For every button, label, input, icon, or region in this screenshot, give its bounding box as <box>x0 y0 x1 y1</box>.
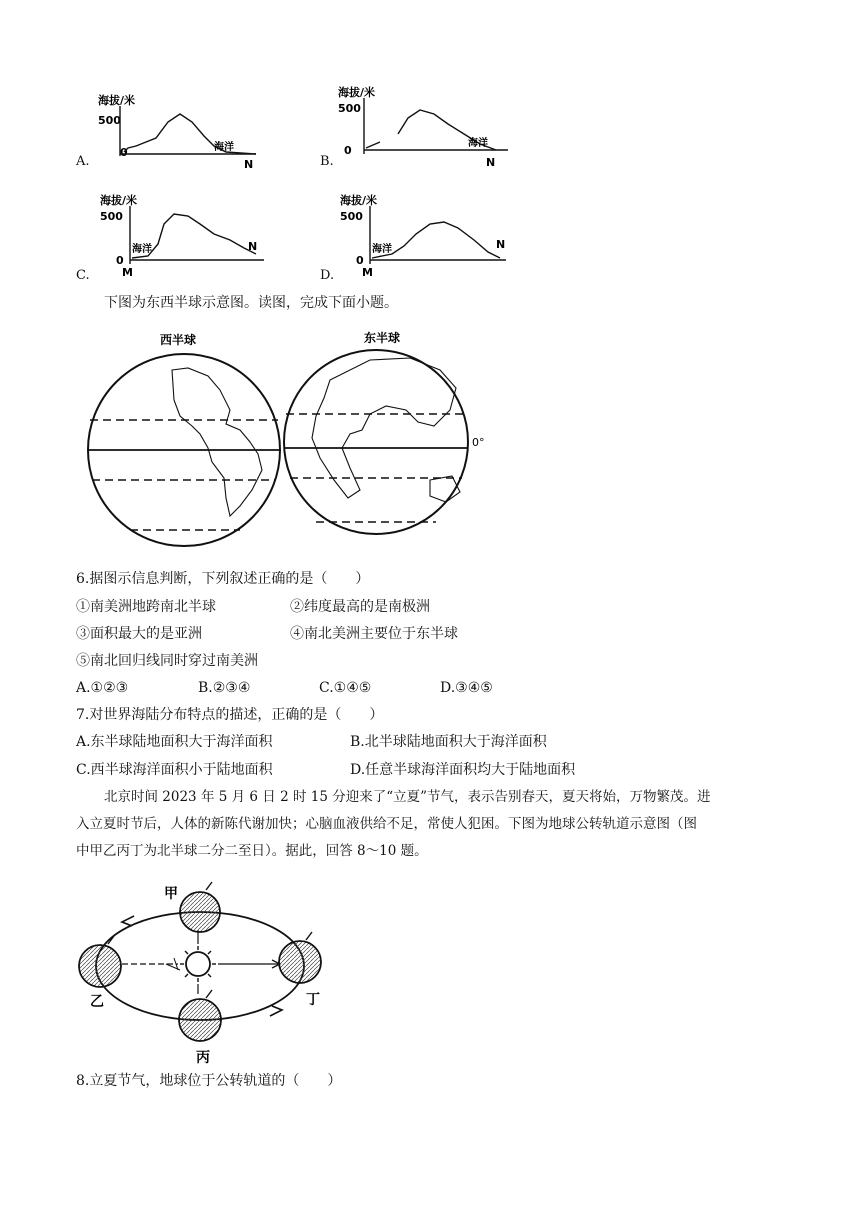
label-bing: 丙 <box>196 1050 210 1066</box>
earth-ding-icon <box>279 941 321 983</box>
ocean-label: 海洋 <box>468 138 488 149</box>
end-label-n: N <box>486 156 496 169</box>
elevation-profile-a <box>96 76 266 171</box>
q7-option-d[interactable]: D.任意半球海洋面积均大于陆地面积 <box>350 762 576 778</box>
elevation-profile-b <box>336 76 516 171</box>
sun-icon <box>180 946 216 982</box>
earth-yi-icon <box>79 945 121 987</box>
tick-500: 500 <box>338 102 361 115</box>
orbit-diagram <box>74 870 334 1070</box>
tick-0: 0 <box>356 254 364 267</box>
tick-0: 0 <box>120 146 128 159</box>
option-letter: A. <box>76 154 90 169</box>
earth-bing-icon <box>179 999 221 1041</box>
west-hemisphere-label: 西半球 <box>160 333 197 347</box>
east-hemisphere-circle <box>284 350 468 534</box>
equator-label: 0° <box>472 436 485 449</box>
ocean-label: 海洋 <box>372 244 392 255</box>
ocean-label: 海洋 <box>132 244 152 255</box>
earth-jia-icon <box>180 892 220 932</box>
q6-statement-4: ④南北美洲主要位于东半球 <box>290 626 458 642</box>
start-label-m: M <box>362 266 373 279</box>
end-label-n: N <box>248 240 258 253</box>
end-label-n: N <box>244 158 254 171</box>
q6-statement-2: ②纬度最高的是南极洲 <box>290 599 430 615</box>
elevation-profile-c <box>96 188 276 283</box>
option-letter: C. <box>76 268 90 283</box>
tick-0: 0 <box>344 144 352 157</box>
option-d[interactable] <box>320 188 520 288</box>
tick-500: 500 <box>100 210 123 223</box>
q7-stem: 7.对世界海陆分布特点的描述，正确的是（ ） <box>76 707 384 723</box>
orbit-arrow <box>270 1006 282 1016</box>
option-letter: D. <box>320 268 335 283</box>
tick-500: 500 <box>98 114 121 127</box>
q6-option-b[interactable]: B.②③④ <box>198 680 251 696</box>
q6-option-d[interactable]: D.③④⑤ <box>440 680 493 696</box>
intro-lixia-line1: 北京时间 2023 年 5 月 6 日 2 时 15 分迎来了“立夏”节气，表示告别春天，夏天将始，万物繁茂。进 <box>104 789 711 805</box>
q6-option-c[interactable]: C.①④⑤ <box>319 680 372 696</box>
q6-statement-1: ①南美洲地跨南北半球 <box>76 599 216 615</box>
q7-option-c[interactable]: C.西半球海洋面积小于陆地面积 <box>76 762 273 778</box>
tick-0: 0 <box>116 254 124 267</box>
y-axis-label: 海拔/米 <box>340 194 378 207</box>
q8-stem: 8.立夏节气，地球位于公转轨道的（ ） <box>76 1073 342 1089</box>
hemisphere-map <box>80 330 500 552</box>
option-a[interactable] <box>76 76 316 176</box>
q7-option-b[interactable]: B.北半球陆地面积大于海洋面积 <box>350 734 547 750</box>
east-hemisphere-label: 东半球 <box>364 331 401 345</box>
y-axis-label: 海拔/米 <box>100 194 138 207</box>
label-ding: 丁 <box>306 992 320 1008</box>
q7-option-a[interactable]: A.东半球陆地面积大于海洋面积 <box>76 734 273 750</box>
option-b[interactable] <box>320 76 520 176</box>
label-yi: 乙 <box>90 994 104 1010</box>
q6-option-a[interactable]: A.①②③ <box>76 680 129 696</box>
y-axis-label: 海拔/米 <box>338 86 376 99</box>
ocean-label: 海洋 <box>214 142 234 153</box>
option-c[interactable] <box>76 188 276 288</box>
elevation-profile-d <box>336 188 516 283</box>
intro-hemisphere: 下图为东西半球示意图。读图，完成下面小题。 <box>104 295 398 311</box>
label-jia: 甲 <box>164 886 178 902</box>
q6-statement-5: ⑤南北回归线同时穿过南美洲 <box>76 653 258 669</box>
q6-stem: 6.据图示信息判断，下列叙述正确的是（ ） <box>76 571 370 587</box>
start-label-m: M <box>122 266 133 279</box>
end-label-n: N <box>496 238 506 251</box>
tick-500: 500 <box>340 210 363 223</box>
intro-lixia-line3: 中甲乙丙丁为北半球二分二至日）。据此，回答 8～10 题。 <box>76 843 428 859</box>
q6-statement-3: ③面积最大的是亚洲 <box>76 626 202 642</box>
option-letter: B. <box>320 154 334 169</box>
y-axis-label: 海拔/米 <box>98 94 136 107</box>
intro-lixia-line2: 入立夏时节后，人体的新陈代谢加快；心脑血液供给不足，常使人犯困。下图为地球公转轨道示意图（图 <box>76 816 697 832</box>
